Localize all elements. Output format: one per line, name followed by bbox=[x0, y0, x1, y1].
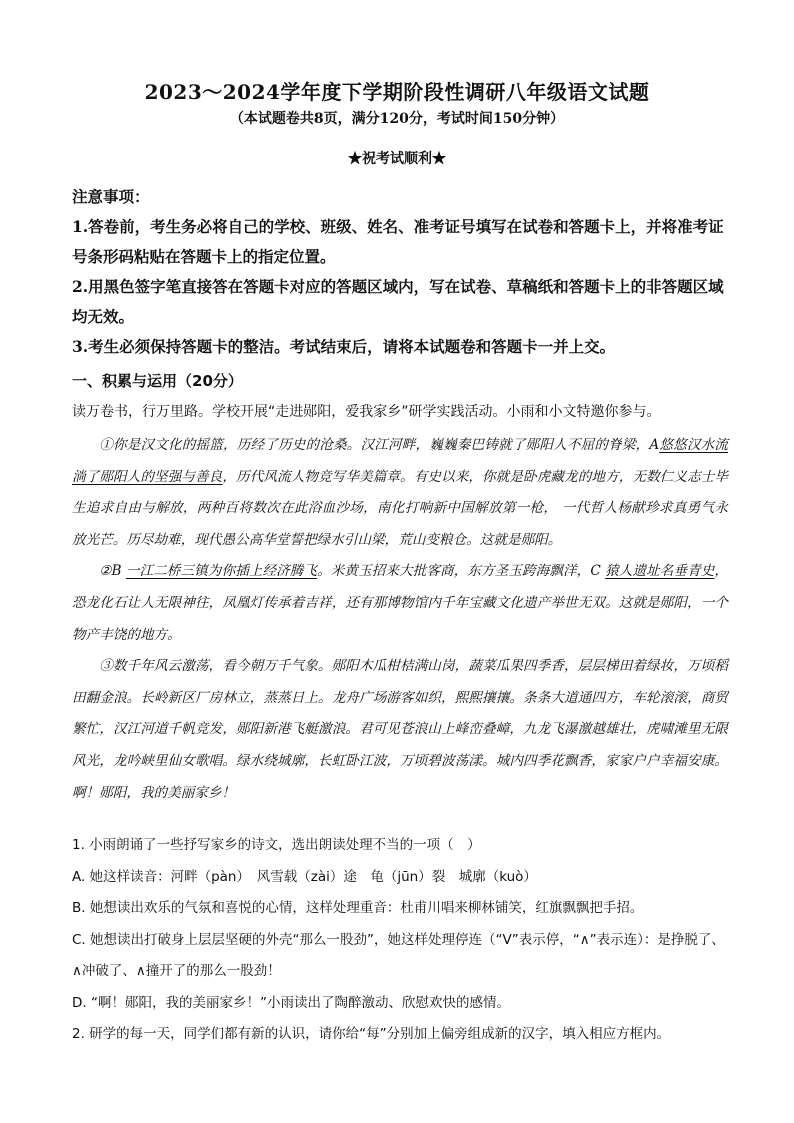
underlined-sentence-c: 猿人遗址名垂青史 bbox=[605, 563, 715, 580]
question-2: 2. 研学的每一天，同学们都有新的认识，请你给“每”分别加上偏旁组成新的汉字，填入相应方框内。 bbox=[72, 1026, 671, 1042]
passage-text: 。米黄玉招来大批客商，东方圣玉跨海飘洋，C bbox=[317, 563, 606, 580]
exam-title: 2023～2024学年度下学期阶段性调研八年级语文试题 bbox=[144, 80, 650, 104]
section-heading: 一、积累与运用（20分） bbox=[72, 372, 243, 390]
underlined-sentence-b: 一江二桥三镇为你插上经济腾飞 bbox=[125, 563, 318, 580]
question-1-option-c: C. 她想读出打破身上层层坚硬的外壳“那么一股劲”，她这样处理停连（“V”表示停，“∧”表示连）：是挣脱了、∧冲破了、∧撞开了的那么一股劲！ bbox=[72, 931, 725, 979]
exam-subtitle: （本试题卷共8页，满分120分，考试时间150分钟） bbox=[229, 111, 565, 127]
question-1-option-a: A. 她这样读音：河畔（pàn） 风雪载（zài）途 龟（jūn）裂 城廓（kuò） bbox=[72, 868, 537, 885]
passage-text: ，历代风流人物竞写华美篇章。有史以来，你就是卧虎藏龙的地方，无数仁义志士毕生追求自由与解放，两种百将数次在此浴血沙场，南化打响新中国解放第一枪， 一代哲人杨献珍求真勇气永放光芒。历尽劫难，现代愚公高华堂誓把绿水引山梁，荒山变粮仓。这就是郧阳。 bbox=[72, 468, 729, 548]
passage-paragraph-3: ③数千年风云激荡，看今朝万千气象。郧阳木瓜柑桔满山岗，蔬菜瓜果四季香，层层梯田着绿妆，万顷稻田翻金浪。长岭新区厂房林立，蒸蒸日上。龙舟广场游客如织，熙熙攘攘。条条大道通四方，车轮滚滚，商贸繁忙，汉江河道千帆竞发，郧阳新港飞艇激浪。君可见苍浪山上峰峦叠嶂，九龙飞瀑激越雄壮，虎啸滩里无限风光，龙吟峡里仙女歌唱。绿水绕城廓，长虹卧江波，万顷碧波荡漾。城内四季花飘香，家家户户幸福安康。啊！郧阳，我的美丽家乡！ bbox=[72, 658, 728, 801]
question-1-option-d: D. “啊！郧阳，我的美丽家乡！”小雨读出了陶醉激动、欣慰欢快的感情。 bbox=[72, 994, 510, 1011]
passage-text: ，恐龙化石让人无限神往，凤凰灯传承着吉祥，还有那博物馆内千年宝藏文化遗产举世无双。这就是郧阳，一个物产丰饶的地方。 bbox=[72, 563, 729, 643]
passage-paragraph-2 bbox=[72, 556, 728, 651]
underlined-sentence-a: 悠悠汉水流淌了郧阳人的坚强与善良 bbox=[72, 437, 728, 485]
section-intro: 读万卷书，行万里路。学校开展“走进郧阳，爱我家乡”研学实践活动。小雨和小文特邀你参与。 bbox=[72, 404, 661, 420]
reading-passage bbox=[72, 430, 728, 809]
instruction-item-2: 2.用黑色签字笔直接答在答题卡对应的答题区域内，写在试卷、草稿纸和答题卡上的非答题区域均无效。 bbox=[72, 277, 724, 326]
passage-paragraph-1 bbox=[72, 430, 728, 556]
passage-text: ①你是汉文化的摇篮，历经了历史的沧桑。汉江河畔，巍巍秦巴铸就了郧阳人不屈的脊梁，A bbox=[99, 437, 660, 453]
instructions-block bbox=[72, 182, 728, 362]
instructions-heading: 注意事项： bbox=[72, 187, 150, 206]
question-1-option-b: B. 她想读出欢乐的气氛和喜悦的心情，这样处理重音：杜甫川唱来柳林铺笑，红旗飘飘把手招。 bbox=[72, 900, 644, 916]
instruction-item-3: 3.考生必须保持答题卡的整洁。考试结束后，请将本试题卷和答题卡一并上交。 bbox=[72, 337, 616, 356]
question-1: 1. 小雨朗诵了一些抒写家乡的诗文，选出朗读处理不当的一项（ ） bbox=[72, 837, 481, 853]
instruction-item-1: 1.答卷前，考生务必将自己的学校、班级、姓名、准考证号填写在试卷和答题卡上，并将准考证号条形码粘贴在答题卡上的指定位置。 bbox=[72, 217, 724, 266]
questions-block bbox=[72, 830, 728, 1051]
good-luck-line: ★祝考试顺利★ bbox=[348, 151, 446, 167]
passage-text: ②B bbox=[99, 563, 126, 580]
